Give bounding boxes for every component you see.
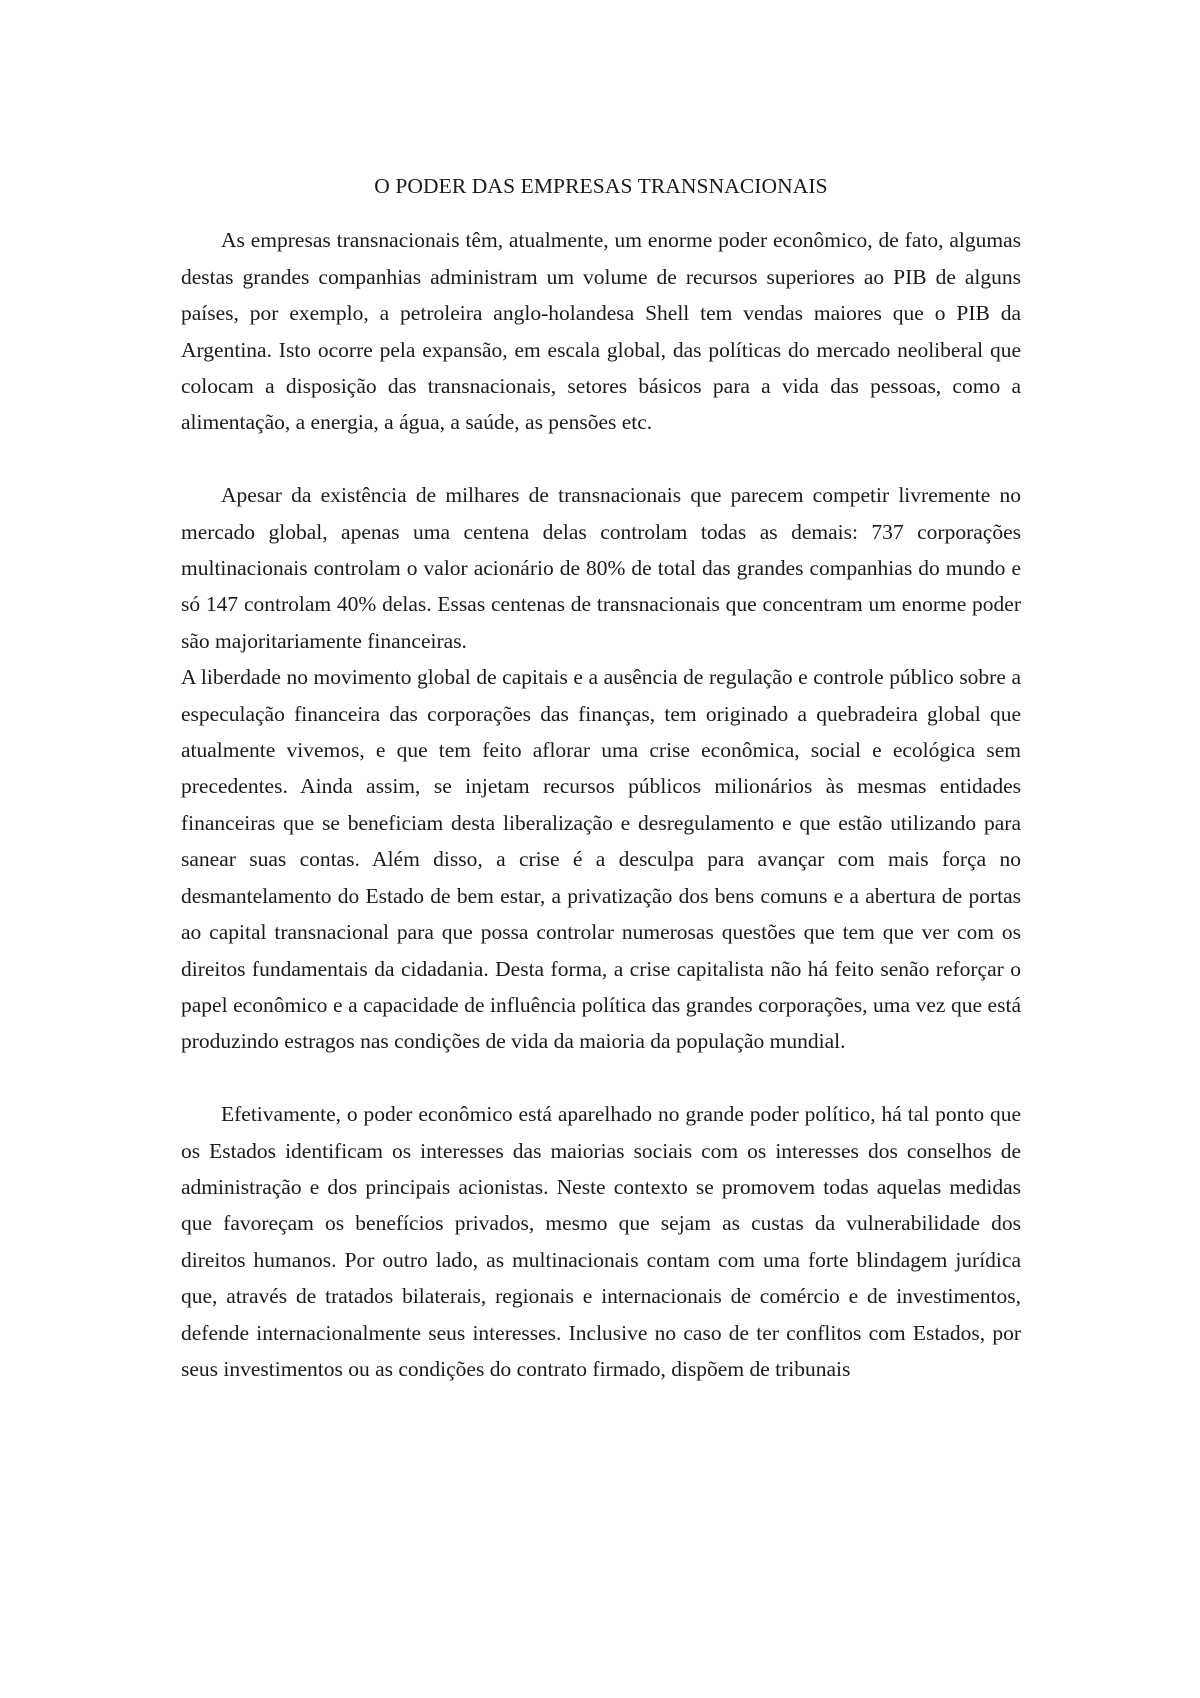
document-body	[181, 168, 1021, 1387]
paragraph-spacer	[181, 441, 1021, 477]
paragraph-1: As empresas transnacionais têm, atualmente, um enorme poder econômico, de fato, algumas destas grandes companhias administram um volume de recursos superiores ao PIB de alguns países, por exemplo, a petroleira anglo-holandesa Shell tem vendas maiores que o PIB da Argentina. Isto ocorre pela expansão, em escala global, das políticas do mercado neoliberal que colocam a disposição das transnacionais, setores básicos para a vida das pessoas, como a alimentação, a energia, a água, a saúde, as pensões etc.	[181, 228, 1021, 435]
document-title: O PODER DAS EMPRESAS TRANSNACIONAIS	[374, 174, 828, 198]
paragraph-4: Efetivamente, o poder econômico está aparelhado no grande poder político, há tal ponto que os Estados identificam os interesses das maiorias sociais com os interesses dos conselhos de administração e dos principais acionistas. Neste contexto se promovem todas aquelas medidas que favoreçam os benefícios privados, mesmo que sejam as custas da vulnerabilidade dos direitos humanos. Por outro lado, as multinacionais contam com uma forte blindagem jurídica que, através de tratados bilaterais, regionais e internacionais de comércio e de investimentos, defende internacionalmente seus interesses. Inclusive no caso de ter conflitos com Estados, por seus investimentos ou as condições do contrato firmado, dispõem de tribunais	[181, 1102, 1021, 1381]
paragraph-3: A liberdade no movimento global de capitais e a ausência de regulação e controle público sobre a especulação financeira das corporações das finanças, tem originado a quebradeira global que atualmente vivemos, e que tem feito aflorar uma crise econômica, social e ecológica sem precedentes. Ainda assim, se injetam recursos públicos milionários às mesmas entidades financeiras que se beneficiam desta liberalização e desregulamento e que estão utilizando para sanear suas contas. Além disso, a crise é a desculpa para avançar com mais força no desmantelamento do Estado de bem estar, a privatização dos bens comuns e a abertura de portas ao capital transnacional para que possa controlar numerosas questões que tem que ver com os direitos fundamentais da cidadania. Desta forma, a crise capitalista não há feito senão reforçar o papel econômico e a capacidade de influência política das grandes corporações, uma vez que está produzindo estragos nas condições de vida da maioria da população mundial.	[181, 665, 1021, 1054]
paragraph-spacer	[181, 1060, 1021, 1096]
paragraph-2: Apesar da existência de milhares de transnacionais que parecem competir livremente no mercado global, apenas uma centena delas controlam todas as demais: 737 corporações multinacionais controlam o valor acionário de 80% de total das grandes companhias do mundo e só 147 controlam 40% delas. Essas centenas de transnacionais que concentram um enorme poder são majoritariamente financeiras.	[181, 483, 1021, 653]
